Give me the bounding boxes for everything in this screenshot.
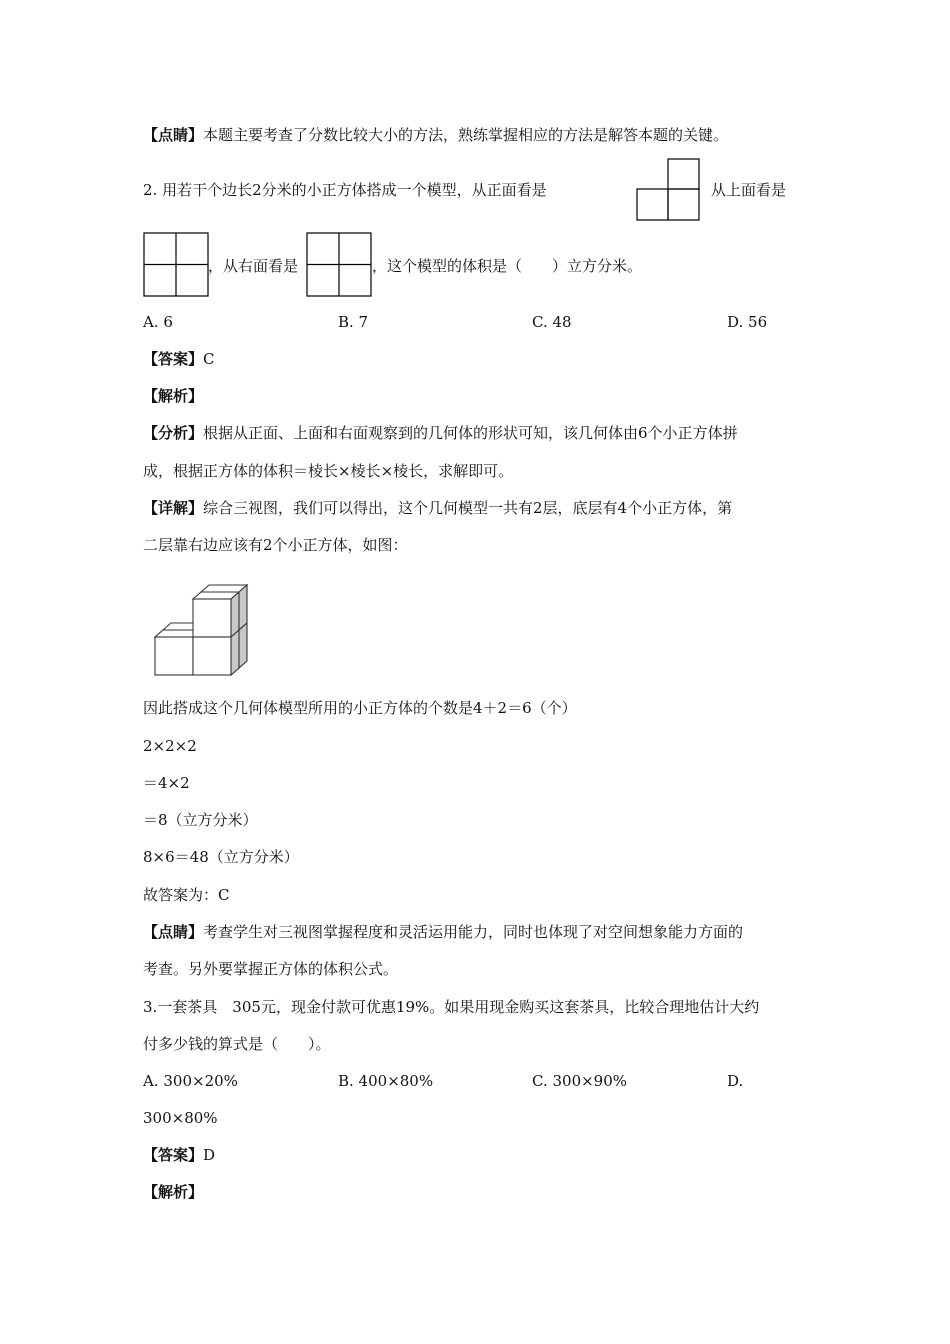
q3-stem-2: 付多少钱的算式是（ ）。 (143, 1035, 331, 1053)
q3-jiexi: 【解析】 (143, 1183, 204, 1201)
q2-answer (143, 349, 215, 369)
dianjing-text: 本题主要考查了分数比较大小的方法，熟练掌握相应的方法是解答本题的关键。 (203, 126, 729, 144)
calc-line-1: 因此搭成这个几何体模型所用的小正方体的个数是4＋2＝6（个） (143, 699, 577, 717)
answer-tag: 【答案】 (143, 350, 204, 368)
cube-model-figure (150, 570, 262, 678)
xiangjie-text-1: 综合三视图，我们可以得出，这个几何模型一共有2层，底层有4个小正方体，第 (203, 499, 733, 517)
fenxi-tag: 【分析】 (143, 424, 204, 442)
q2-fenxi-1 (143, 423, 738, 443)
q3-option-c: C. 300×90% (532, 1072, 628, 1090)
q2-xiangjie-1 (143, 498, 732, 518)
top-view-figure (143, 232, 209, 297)
dianjing-text-2: 考查学生对三视图掌握程度和灵活运用能力，同时也体现了对空间想象能力方面的 (203, 923, 744, 941)
dianjing-prev (143, 125, 728, 145)
q3-option-a: A. 300×20% (143, 1072, 238, 1090)
q3-option-d: D. (727, 1072, 744, 1090)
q2-xiangjie-2: 二层靠右边应该有2个小正方体，如图： (143, 536, 408, 554)
calc-line-4: ＝8（立方分米） (143, 811, 258, 829)
q2-option-c: C. 48 (532, 313, 572, 331)
answer-value: C (203, 350, 215, 368)
q3-stem-1: 3.一套茶具 305元，现金付款可优惠19%。如果用现金购买这套茶具，比较合理地估计大约 (143, 998, 760, 1016)
q2-stem-d: ，这个模型的体积是（ ）立方分米。 (372, 257, 643, 275)
q3-answer-tag: 【答案】 (143, 1146, 204, 1164)
calc-line-6: 故答案为：C (143, 886, 230, 904)
right-view-figure (306, 232, 372, 297)
q3-option-d-cont: 300×80% (143, 1109, 218, 1127)
q2-option-b: B. 7 (338, 313, 369, 331)
q3-answer-value: D (203, 1146, 216, 1164)
q2-option-a: A. 6 (143, 313, 173, 331)
q2-stem-a: 2. 用若干个边长2分米的小正方体搭成一个模型，从正面看是 (143, 181, 547, 199)
dianjing-tag: 【点睛】 (143, 126, 204, 144)
xiangjie-tag: 【详解】 (143, 499, 204, 517)
q2-stem-c: ，从右面看是 (208, 257, 299, 275)
q2-stem-b: 从上面看是 (711, 181, 787, 199)
q2-dianjing-1 (143, 922, 743, 942)
q3-option-b: B. 400×80% (338, 1072, 434, 1090)
calc-line-5: 8×6＝48（立方分米） (143, 848, 299, 866)
q3-answer (143, 1145, 215, 1165)
fenxi-text-1: 根据从正面、上面和右面观察到的几何体的形状可知，该几何体由6个小正方体拼 (203, 424, 738, 442)
calc-line-2: 2×2×2 (143, 737, 197, 755)
front-view-figure (636, 158, 700, 221)
calc-line-3: ＝4×2 (143, 774, 190, 792)
q2-jiexi: 【解析】 (143, 387, 204, 405)
q2-dianjing-2: 考查。另外要掌握正方体的体积公式。 (143, 960, 399, 978)
dianjing-tag-2: 【点睛】 (143, 923, 204, 941)
q2-fenxi-2: 成，根据正方体的体积＝棱长×棱长×棱长，求解即可。 (143, 462, 514, 480)
q2-option-d: D. 56 (727, 313, 768, 331)
